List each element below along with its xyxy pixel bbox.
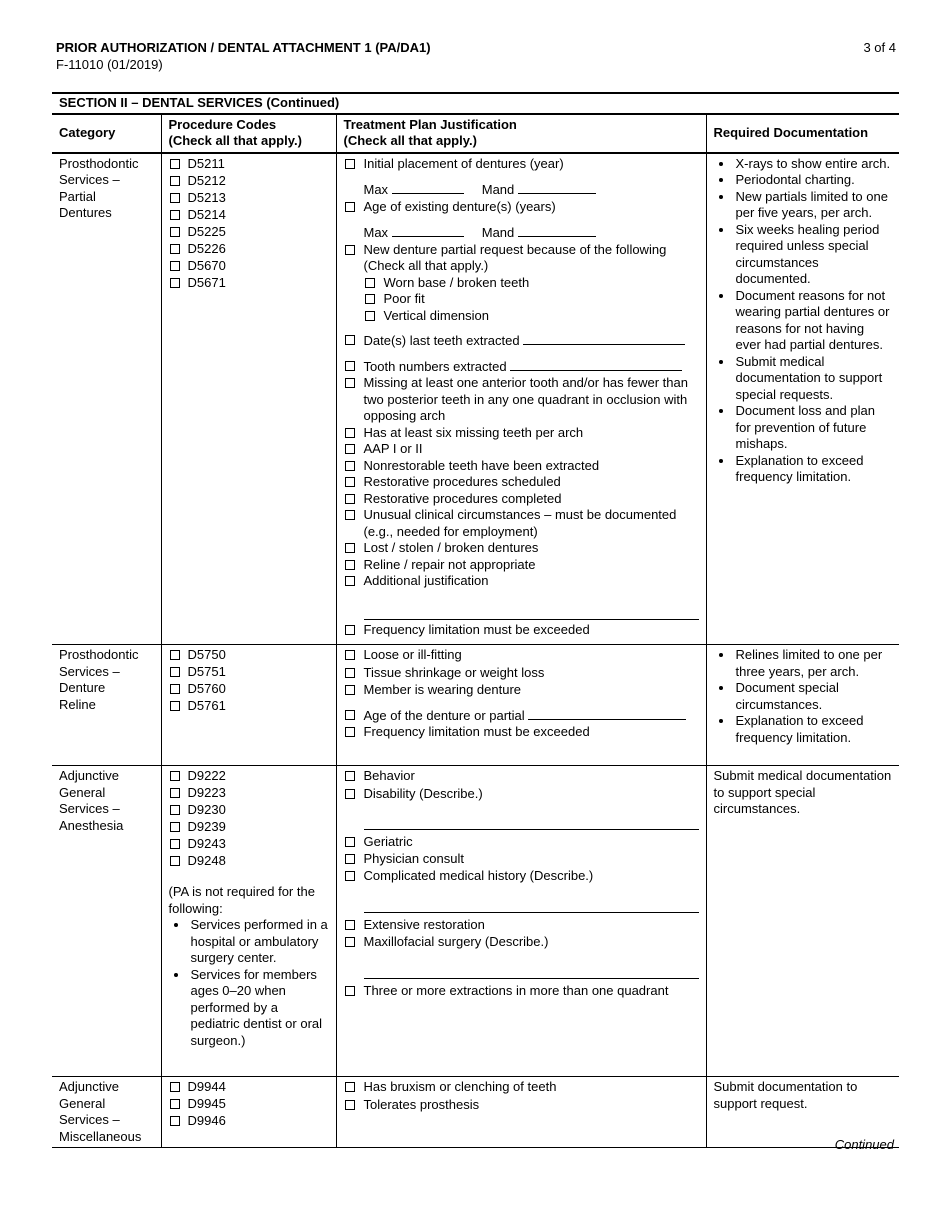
justification-item[interactable]: Complicated medical history (Describe.)	[344, 868, 699, 885]
justification-item[interactable]: Restorative procedures scheduled	[344, 474, 699, 491]
code-checkbox-d9222[interactable]: D9222	[169, 768, 329, 785]
justification-subitem[interactable]: Poor fit	[344, 291, 699, 308]
justification-item[interactable]: Frequency limitation must be exceeded	[344, 724, 699, 741]
checkbox-icon[interactable]	[345, 710, 355, 720]
code-checkbox-d9230[interactable]: D9230	[169, 802, 329, 819]
form-number: F-11010 (01/2019)	[56, 57, 163, 72]
code-checkbox-d5211[interactable]: D5211	[169, 156, 329, 173]
table-row	[52, 153, 899, 645]
checkbox-icon[interactable]	[345, 477, 355, 487]
checkbox-icon[interactable]	[345, 461, 355, 471]
mand-year-field[interactable]	[518, 181, 596, 194]
justification-item[interactable]: Has bruxism or clenching of teeth	[344, 1079, 699, 1096]
medical-history-description-field[interactable]	[364, 899, 699, 913]
justification-item[interactable]: Date(s) last teeth extracted	[344, 332, 699, 350]
checkbox-icon[interactable]	[345, 937, 355, 947]
disability-description-field[interactable]	[364, 816, 699, 830]
checkbox-icon[interactable]	[170, 805, 180, 815]
checkbox-icon[interactable]	[170, 701, 180, 711]
code-checkbox-d5213[interactable]: D5213	[169, 190, 329, 207]
justification-item[interactable]: Age of the denture or partial	[344, 707, 699, 725]
justification-item[interactable]: Nonrestorable teeth have been extracted	[344, 458, 699, 475]
list-item: • Document special circumstances.	[734, 680, 893, 713]
justification-item[interactable]: Has at least six missing teeth per arch	[344, 425, 699, 442]
age-partial-field[interactable]	[528, 707, 686, 720]
checkbox-icon[interactable]	[345, 771, 355, 781]
justification-subitem[interactable]: Worn base / broken teeth	[344, 275, 699, 292]
checkbox-icon[interactable]	[365, 278, 375, 288]
table-row	[52, 766, 899, 1077]
checkbox-icon[interactable]	[345, 727, 355, 737]
justification-item[interactable]: Physician consult	[344, 851, 699, 868]
code-checkbox-d5212[interactable]: D5212	[169, 173, 329, 190]
documentation-cell	[706, 645, 899, 766]
code-checkbox-d5761[interactable]: D5761	[169, 698, 329, 715]
list-item: • Services for members ages 0–20 when performed by a pediatric dentist or oral surgeon.)	[189, 967, 329, 1050]
max-year-field[interactable]	[392, 181, 464, 194]
list-item: • Six weeks healing period required unless special circumstances documented.	[734, 222, 893, 288]
checkbox-icon[interactable]	[345, 510, 355, 520]
checkbox-icon[interactable]	[170, 1099, 180, 1109]
code-checkbox-d5226[interactable]: D5226	[169, 241, 329, 258]
codes-cell	[161, 645, 336, 766]
max-mand-line: Max Mand	[344, 181, 699, 199]
list-item: • X-rays to show entire arch.	[734, 156, 893, 173]
code-checkbox-d5670[interactable]: D5670	[169, 258, 329, 275]
justification-item[interactable]: Unusual clinical circumstances – must be documented (e.g., needed for employment)	[344, 507, 699, 540]
justification-subitem[interactable]: Vertical dimension	[344, 308, 699, 325]
list-item: • Relines limited to one per three years, per arch.	[734, 647, 893, 680]
checkbox-icon[interactable]	[345, 378, 355, 388]
documentation-cell	[706, 153, 899, 645]
justification-item[interactable]: Loose or ill-fitting	[344, 647, 699, 664]
form-title: PRIOR AUTHORIZATION / DENTAL ATTACHMENT 1 (PA/DA1)	[56, 40, 431, 55]
header-documentation: Required Documentation	[706, 114, 899, 153]
documentation-list	[714, 647, 893, 746]
justification-item[interactable]: AAP I or II	[344, 441, 699, 458]
dental-services-table	[52, 92, 899, 1148]
page-header	[56, 40, 896, 72]
justification-item[interactable]: Missing at least one anterior tooth and/or has fewer than two posterior teeth in any one quadrant in occlusion with opposing arch	[344, 375, 699, 425]
checkbox-icon[interactable]	[170, 176, 180, 186]
checkbox-icon[interactable]	[345, 335, 355, 345]
checkbox-icon[interactable]	[365, 294, 375, 304]
category-cell: Prosthodontic Services – Denture Reline	[52, 645, 161, 766]
justification-item[interactable]: Tissue shrinkage or weight loss	[344, 665, 699, 682]
list-item: • Document reasons for not wearing partial dentures or reasons for not having ever had partial dentures.	[734, 288, 893, 354]
checkbox-icon[interactable]	[345, 625, 355, 635]
page-number: 3 of 4	[863, 40, 896, 55]
justification-item[interactable]: Additional justification	[344, 573, 699, 590]
table-row	[52, 1077, 899, 1148]
justification-item[interactable]: Extensive restoration	[344, 917, 699, 934]
maxillofacial-description-field[interactable]	[364, 965, 699, 979]
checkbox-icon[interactable]	[345, 560, 355, 570]
checkbox-icon[interactable]	[170, 261, 180, 271]
code-checkbox-d9946[interactable]: D9946	[169, 1113, 329, 1130]
table-header	[52, 114, 899, 153]
justification-item[interactable]: Frequency limitation must be exceeded	[344, 622, 699, 639]
code-checkbox-d9248[interactable]: D9248	[169, 853, 329, 870]
dates-extracted-field[interactable]	[523, 332, 685, 345]
checkbox-icon[interactable]	[345, 650, 355, 660]
max-age-field[interactable]	[392, 224, 464, 237]
documentation-text: Submit documentation to support request.	[713, 1079, 858, 1111]
code-checkbox-d9944[interactable]: D9944	[169, 1079, 329, 1096]
section-title: SECTION II – DENTAL SERVICES (Continued)	[52, 93, 899, 114]
header-category: Category	[52, 114, 161, 153]
additional-justification-field[interactable]	[364, 606, 699, 620]
list-item: • Submit medical documentation to support special requests.	[734, 354, 893, 404]
header-procedure-codes: Procedure Codes (Check all that apply.)	[161, 114, 336, 153]
checkbox-icon[interactable]	[345, 668, 355, 678]
table-row	[52, 645, 899, 766]
mand-age-field[interactable]	[518, 224, 596, 237]
checkbox-icon[interactable]	[170, 684, 180, 694]
justification-cell	[336, 153, 706, 645]
documentation-cell	[706, 766, 899, 1077]
justification-item[interactable]: Geriatric	[344, 834, 699, 851]
code-checkbox-d5671[interactable]: D5671	[169, 275, 329, 292]
list-item: • Document loss and plan for prevention of future mishaps.	[734, 403, 893, 453]
list-item: • Explanation to exceed frequency limitation.	[734, 453, 893, 486]
checkbox-icon[interactable]	[345, 576, 355, 586]
documentation-list	[714, 156, 893, 486]
code-checkbox-d5214[interactable]: D5214	[169, 207, 329, 224]
checkbox-icon[interactable]	[345, 837, 355, 847]
checkbox-icon[interactable]	[345, 428, 355, 438]
checkbox-icon[interactable]	[345, 494, 355, 504]
codes-cell	[161, 1077, 336, 1148]
checkbox-icon[interactable]	[345, 444, 355, 454]
checkbox-icon[interactable]	[345, 1082, 355, 1092]
code-checkbox-d5751[interactable]: D5751	[169, 664, 329, 681]
checkbox-icon[interactable]	[170, 822, 180, 832]
code-checkbox-d9243[interactable]: D9243	[169, 836, 329, 853]
checkbox-icon[interactable]	[170, 650, 180, 660]
justification-item[interactable]: Lost / stolen / broken dentures	[344, 540, 699, 557]
checkbox-icon[interactable]	[365, 311, 375, 321]
code-checkbox-d5750[interactable]: D5750	[169, 647, 329, 664]
checkbox-icon[interactable]	[345, 543, 355, 553]
justification-cell	[336, 645, 706, 766]
checkbox-icon[interactable]	[345, 920, 355, 930]
checkbox-icon[interactable]	[345, 986, 355, 996]
justification-item[interactable]: New denture partial request because of the following (Check all that apply.)	[344, 242, 699, 275]
code-checkbox-d9945[interactable]: D9945	[169, 1096, 329, 1113]
codes-cell	[161, 766, 336, 1077]
code-checkbox-d5760[interactable]: D5760	[169, 681, 329, 698]
documentation-text: Submit medical documentation to support special circumstances.	[713, 768, 892, 816]
justification-item[interactable]: Behavior	[344, 768, 699, 785]
category-cell: Prosthodontic Services – Partial Dentures	[52, 153, 161, 645]
checkbox-icon[interactable]	[345, 854, 355, 864]
checkbox-icon[interactable]	[170, 839, 180, 849]
justification-cell	[336, 766, 706, 1077]
checkbox-icon[interactable]	[170, 667, 180, 677]
checkbox-icon[interactable]	[170, 1116, 180, 1126]
checkbox-icon[interactable]	[170, 244, 180, 254]
checkbox-icon[interactable]	[170, 771, 180, 781]
justification-item[interactable]: Tolerates prosthesis	[344, 1097, 699, 1114]
checkbox-icon[interactable]	[170, 227, 180, 237]
list-item: • New partials limited to one per five years, per arch.	[734, 189, 893, 222]
checkbox-icon[interactable]	[170, 159, 180, 169]
codes-cell	[161, 153, 336, 645]
code-checkbox-d9239[interactable]: D9239	[169, 819, 329, 836]
checkbox-icon[interactable]	[345, 685, 355, 695]
header-justification: Treatment Plan Justification (Check all that apply.)	[336, 114, 706, 153]
justification-item[interactable]: Reline / repair not appropriate	[344, 557, 699, 574]
justification-item[interactable]: Disability (Describe.)	[344, 786, 699, 803]
category-cell: Adjunctive General Services – Anesthesia	[52, 766, 161, 1077]
continued-label: Continued	[834, 1137, 894, 1152]
checkbox-icon[interactable]	[345, 1100, 355, 1110]
justification-item[interactable]: Three or more extractions in more than one quadrant	[344, 983, 699, 1000]
checkbox-icon[interactable]	[170, 278, 180, 288]
checkbox-icon[interactable]	[345, 245, 355, 255]
checkbox-icon[interactable]	[345, 361, 355, 371]
checkbox-icon[interactable]	[170, 1082, 180, 1092]
list-item: • Services performed in a hospital or ambulatory surgery center.	[189, 917, 329, 967]
checkbox-icon[interactable]	[345, 159, 355, 169]
checkbox-icon[interactable]	[345, 871, 355, 881]
checkbox-icon[interactable]	[345, 789, 355, 799]
code-checkbox-d9223[interactable]: D9223	[169, 785, 329, 802]
justification-item[interactable]: Tooth numbers extracted	[344, 358, 699, 376]
justification-item[interactable]: Initial placement of dentures (year)	[344, 156, 699, 173]
checkbox-icon[interactable]	[345, 202, 355, 212]
category-cell: Adjunctive General Services – Miscellaneous	[52, 1077, 161, 1148]
justification-item[interactable]: Age of existing denture(s) (years)	[344, 199, 699, 216]
list-item: • Periodontal charting.	[734, 172, 893, 189]
justification-item[interactable]: Restorative procedures completed	[344, 491, 699, 508]
checkbox-icon[interactable]	[170, 210, 180, 220]
max-mand-line: Max Mand	[344, 224, 699, 242]
justification-cell	[336, 1077, 706, 1148]
code-checkbox-d5225[interactable]: D5225	[169, 224, 329, 241]
tooth-numbers-field[interactable]	[510, 358, 682, 371]
checkbox-icon[interactable]	[170, 193, 180, 203]
pa-not-required-note: (PA is not required for the following:	[168, 884, 315, 916]
checkbox-icon[interactable]	[170, 856, 180, 866]
checkbox-icon[interactable]	[170, 788, 180, 798]
list-item: • Explanation to exceed frequency limitation.	[734, 713, 893, 746]
pa-exemption-list	[169, 917, 329, 1049]
justification-item[interactable]: Member is wearing denture	[344, 682, 699, 699]
justification-item[interactable]: Maxillofacial surgery (Describe.)	[344, 934, 699, 951]
